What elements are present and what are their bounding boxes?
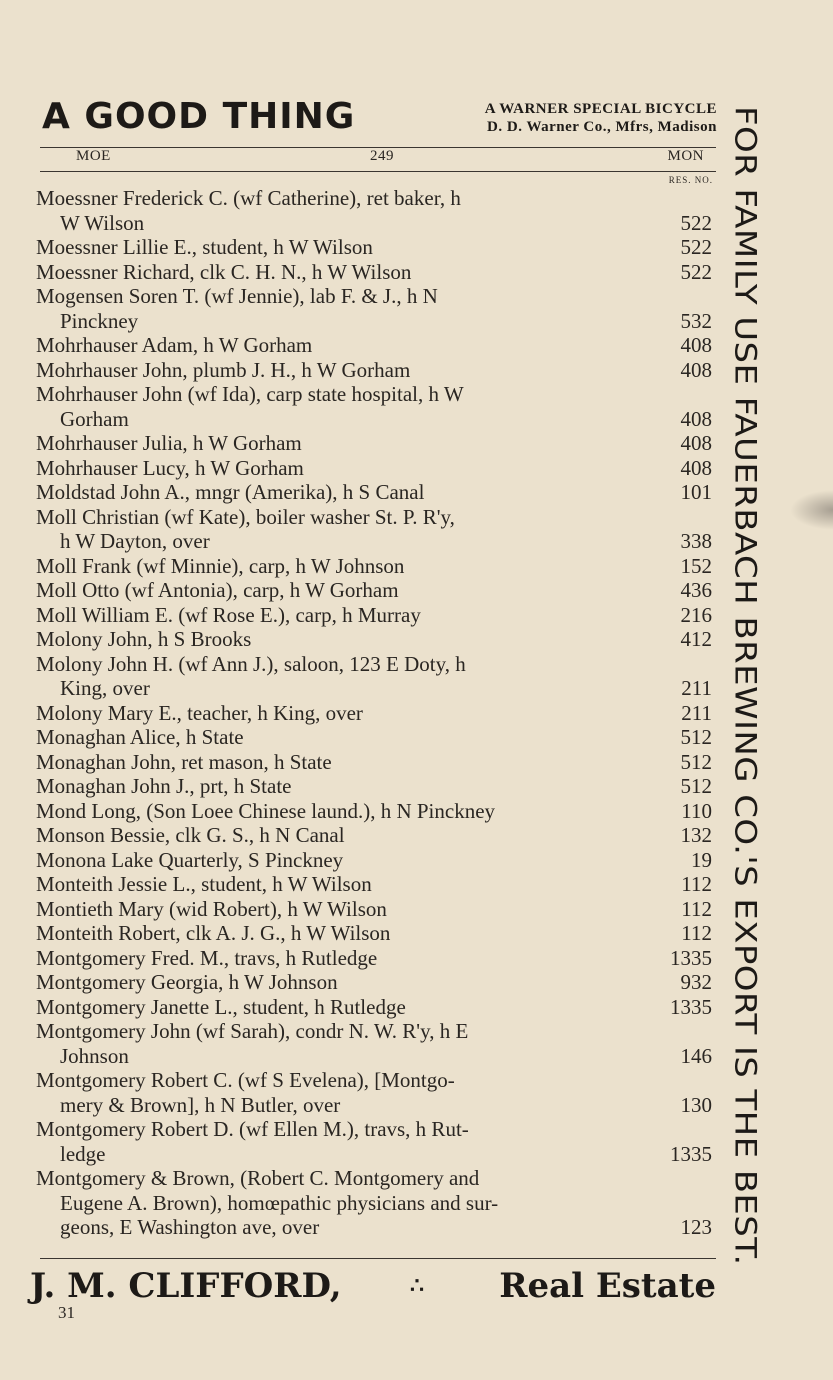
residence-number: 408 (680, 431, 712, 455)
residence-number: 512 (680, 774, 712, 798)
residence-number: 408 (680, 357, 712, 382)
residence-number: 211 (681, 676, 712, 700)
directory-line (36, 799, 712, 824)
residence-number: 436 (680, 578, 712, 602)
entry-text: geons, E Washington ave, over (60, 1215, 320, 1239)
entry-text: Moll Frank (wf Minnie), carp, h W Johnson (36, 553, 405, 578)
entry-text: Monaghan Alice, h State (36, 725, 244, 749)
residence-number: 152 (680, 553, 712, 578)
residence-number: 112 (681, 872, 712, 896)
directory-line (36, 921, 712, 946)
residence-number: 110 (681, 798, 712, 823)
residence-number: 412 (680, 627, 712, 651)
entry-text: Moll William E. (wf Rose E.), carp, h Murray (36, 602, 421, 627)
entry-text: mery & Brown], h N Butler, over (60, 1092, 341, 1117)
entry-text: Montgomery Fred. M., travs, h Rutledge (36, 945, 378, 970)
entry-text: Monson Bessie, clk G. S., h N Canal (36, 823, 345, 847)
top-ad-line-2: D. D. Warner Co., Mfrs, Madison (487, 119, 717, 135)
entry-text: Monteith Jessie L., student, h W Wilson (36, 872, 372, 896)
directory-line (36, 725, 712, 750)
entry-text: Montieth Mary (wid Robert), h W Wilson (36, 896, 387, 921)
res-no-label: RES. NO. (668, 175, 713, 185)
residence-number: 932 (680, 970, 712, 994)
directory-line (36, 554, 712, 579)
entry-text: Eugene A. Brown), homœpathic physicians and sur- (60, 1190, 499, 1215)
directory-line (36, 750, 712, 775)
residence-number: 522 (680, 259, 712, 284)
residence-number: 132 (680, 823, 712, 847)
entry-text: Mogensen Soren T. (wf Jennie), lab F. & J., h N (36, 284, 438, 308)
directory-line (36, 652, 712, 677)
entry-text: Moessner Richard, clk C. H. N., h W Wilson (36, 259, 412, 284)
folio-number: 31 (58, 1303, 75, 1322)
directory-line (36, 186, 712, 211)
residence-number: 19 (691, 847, 712, 872)
entry-text: ledge (60, 1141, 106, 1166)
directory-line (36, 260, 712, 285)
header-last-name: MON (667, 148, 704, 164)
directory-line (36, 1044, 712, 1069)
directory-line (36, 1191, 712, 1216)
header-rule-bottom (40, 171, 716, 172)
bottom-advertisement (30, 1262, 716, 1310)
entry-text: Moll Christian (wf Kate), boiler washer St. P. R'y, (36, 504, 455, 529)
entry-text: Mohrhauser Julia, h W Gorham (36, 431, 302, 455)
entry-text: Monteith Robert, clk A. J. G., h W Wilson (36, 921, 391, 945)
entry-text: Johnson (60, 1043, 129, 1068)
directory-line (36, 456, 712, 481)
directory-line (36, 578, 712, 603)
directory-line (36, 823, 712, 848)
footer-rule (40, 1258, 716, 1259)
directory-line (36, 1142, 712, 1167)
directory-line (36, 946, 712, 971)
residence-number: 408 (680, 406, 712, 431)
residence-number: 532 (680, 308, 712, 333)
directory-line (36, 774, 712, 799)
residence-number: 216 (680, 602, 712, 627)
residence-number: 146 (680, 1043, 712, 1068)
directory-line (36, 1019, 712, 1044)
entry-text: Molony John, h S Brooks (36, 627, 252, 651)
entry-text: Mohrhauser Adam, h W Gorham (36, 333, 313, 357)
header-first-name: MOE (76, 148, 111, 164)
top-advertisement (42, 95, 717, 145)
entry-text: Moll Otto (wf Antonia), carp, h W Gorham (36, 578, 399, 602)
directory-line (36, 382, 712, 407)
entry-text: Monona Lake Quarterly, S Pinckney (36, 847, 344, 872)
side-advertisement (727, 106, 769, 1326)
entry-text: Moessner Lillie E., student, h W Wilson (36, 235, 373, 259)
page-smudge (790, 490, 833, 530)
entry-text: Montgomery Robert C. (wf S Evelena), [Montgo- (36, 1068, 455, 1092)
residence-number: 1335 (670, 945, 712, 970)
top-ad-line-1: A WARNER SPECIAL BICYCLE (484, 101, 717, 117)
directory-line (36, 872, 712, 897)
residence-number: 338 (680, 529, 712, 553)
residence-number: 1335 (670, 1141, 712, 1166)
entry-text: Mohrhauser Lucy, h W Gorham (36, 455, 304, 480)
entry-text: Monaghan John, ret mason, h State (36, 749, 332, 774)
directory-line (36, 211, 712, 236)
residence-number: 512 (680, 749, 712, 774)
directory-line (36, 1117, 712, 1142)
residence-number: 408 (680, 455, 712, 480)
directory-line (36, 995, 712, 1020)
entry-text: W Wilson (60, 210, 145, 235)
side-ad-text: FOR FAMILY USE FAUERBACH BREWING CO.'S EXPORT IS THE BEST. (727, 106, 762, 1266)
directory-line (36, 701, 712, 726)
residence-number: 112 (681, 921, 712, 945)
residence-number: 101 (680, 480, 712, 504)
entry-text: Molony John H. (wf Ann J.), saloon, 123 E Doty, h (36, 651, 466, 676)
directory-line (36, 1068, 712, 1093)
entry-text: Montgomery Georgia, h W Johnson (36, 970, 338, 994)
directory-line (36, 676, 712, 701)
directory-line (36, 970, 712, 995)
entry-text: Moldstad John A., mngr (Amerika), h S Canal (36, 480, 425, 504)
directory-line (36, 603, 712, 628)
directory-line (36, 897, 712, 922)
entry-text: Pinckney (60, 308, 139, 333)
directory-line (36, 309, 712, 334)
entry-text: Montgomery & Brown, (Robert C. Montgomery and (36, 1166, 480, 1190)
directory-entries (36, 186, 712, 1240)
residence-number: 130 (680, 1092, 712, 1117)
directory-line (36, 407, 712, 432)
residence-number: 211 (681, 700, 712, 725)
directory-line (36, 284, 712, 309)
residence-number: 112 (681, 896, 712, 921)
bottom-ad-tagline: Real Estate (499, 1266, 716, 1306)
entry-text: Moessner Frederick C. (wf Catherine), ret baker, h (36, 186, 461, 210)
bottom-ad-name: J. M. CLIFFORD, (30, 1266, 342, 1306)
residence-number: 522 (680, 235, 712, 259)
residence-number: 522 (680, 210, 712, 235)
entry-text: Gorham (60, 406, 129, 431)
residence-number: 408 (680, 333, 712, 357)
residence-number: 1335 (670, 994, 712, 1019)
directory-line (36, 480, 712, 505)
entry-text: Mohrhauser John, plumb J. H., h W Gorham (36, 357, 411, 382)
directory-line (36, 431, 712, 456)
residence-number: 512 (680, 725, 712, 749)
page-number: 249 (370, 148, 394, 164)
directory-line (36, 505, 712, 530)
directory-line (36, 1166, 712, 1191)
entry-text: Mond Long, (Son Loee Chinese laund.), h N Pinckney (36, 798, 496, 823)
directory-line (36, 235, 712, 260)
entry-text: Montgomery John (wf Sarah), condr N. W. R'y, h E (36, 1019, 469, 1043)
directory-line (36, 627, 712, 652)
entry-text: Mohrhauser John (wf Ida), carp state hospital, h W (36, 382, 464, 406)
directory-line (36, 358, 712, 383)
directory-line (36, 1093, 712, 1118)
bottom-ad-separator: ∴ (410, 1273, 424, 1299)
directory-line (36, 333, 712, 358)
entry-text: Monaghan John J., prt, h State (36, 774, 292, 798)
entry-text: Montgomery Robert D. (wf Ellen M.), travs, h Rut- (36, 1117, 469, 1141)
entry-text: Molony Mary E., teacher, h King, over (36, 700, 363, 725)
entry-text: King, over (60, 676, 150, 700)
residence-number: 123 (680, 1215, 712, 1239)
entry-text: Montgomery Janette L., student, h Rutledge (36, 994, 406, 1019)
running-header (40, 146, 716, 170)
directory-line (36, 529, 712, 554)
top-ad-headline: A GOOD THING (42, 96, 356, 137)
directory-line (36, 1215, 712, 1240)
directory-line (36, 848, 712, 873)
entry-text: h W Dayton, over (60, 529, 210, 553)
